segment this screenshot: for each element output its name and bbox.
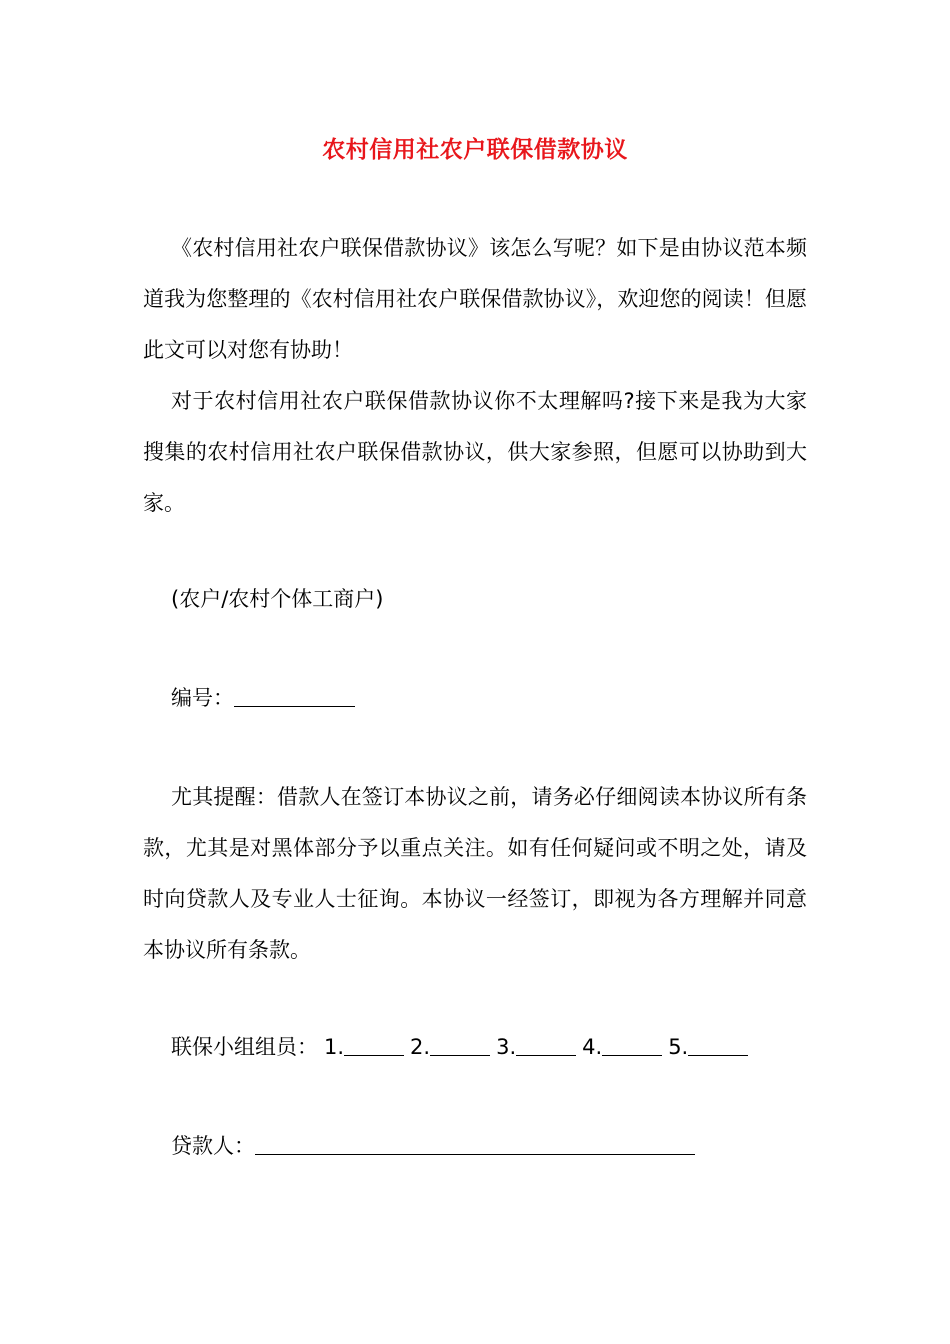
intro-paragraph: 《农村信用社农户联保借款协议》该怎么写呢？如下是由协议范本频道我为您整理的《农村信用社农户联保借款协议》，欢迎您的阅读！但愿此文可以对您有协助！: [143, 236, 807, 362]
subtitle-borrower-type: (农户/农村个体工商户): [171, 587, 384, 611]
document-title: 农村信用社农户联保借款协议: [322, 137, 628, 163]
number-label: 编号：: [171, 686, 234, 710]
group-member-number: 4.: [582, 1035, 603, 1059]
group-member-blank-line: [688, 1028, 748, 1056]
group-member-blank-line: [344, 1028, 404, 1056]
lender-label: 贷款人：: [171, 1134, 255, 1158]
number-blank-line: [234, 679, 355, 707]
group-member-blank-line: [430, 1028, 490, 1056]
second-paragraph: 对于农村信用社农户联保借款协议你不太理解吗?接下来是我为大家搜集的农村信用社农户联保借款协议，供大家参照，但愿可以协助到大家。: [143, 389, 807, 515]
reminder-paragraph: 尤其提醒：借款人在签订本协议之前，请务必仔细阅读本协议所有条款，尤其是对黑体部分予以重点关注。如有任何疑问或不明之处，请及时向贷款人及专业人士征询。本协议一经签订，即视为各方理解并同意本协议所有条款。: [143, 785, 807, 962]
group-member-blank-line: [602, 1028, 662, 1056]
group-member-blank-line: [516, 1028, 576, 1056]
group-member-number: 2.: [410, 1035, 431, 1059]
group-members-label: 联保小组组员：: [171, 1035, 318, 1059]
number-field: [171, 673, 355, 724]
group-member-number: 3.: [496, 1035, 517, 1059]
group-member-number: 5.: [668, 1035, 689, 1059]
lender-field: [171, 1121, 695, 1172]
group-member-number: 1.: [324, 1035, 345, 1059]
group-members-field: [171, 1022, 748, 1073]
lender-blank-line: [255, 1127, 695, 1155]
